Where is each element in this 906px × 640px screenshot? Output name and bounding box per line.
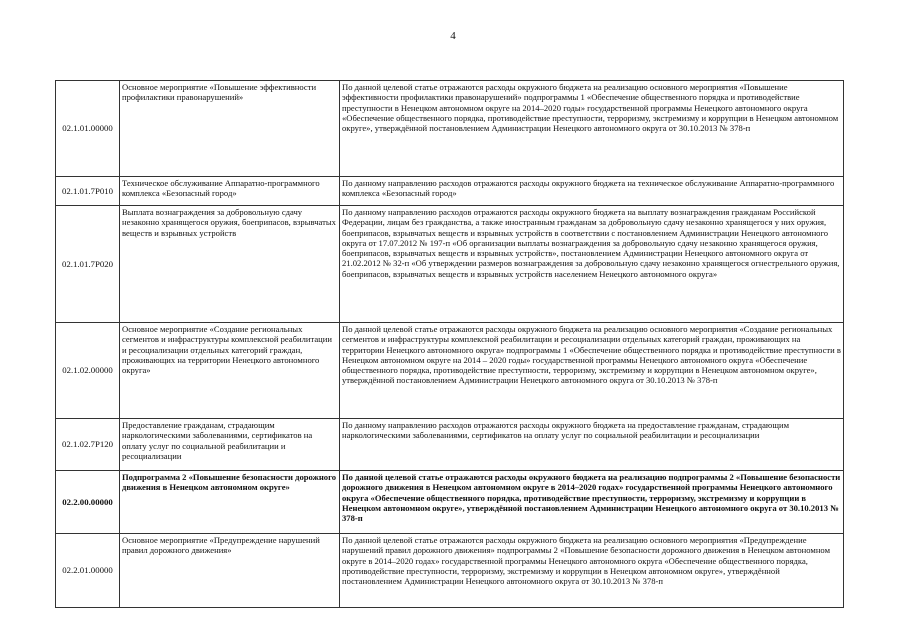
target-article-code: 02.1.02.7P120 <box>56 419 120 471</box>
target-article-description: По данной целевой статье отражаются расходы окружного бюджета на реализацию подпрограммы 2 «Повышение безопасности дорожного движения в Ненецком автономном округе в 2014–2020 годах» государственной программы Ненецкого автономного округа «Обеспечение общественного порядка, противодействие преступности, терроризму, экстремизму и коррупции в Ненецком автономном округе», утверждённой постановлением Администрации Ненецкого автономного округа от 30.10.2013 № 378-п <box>340 471 844 534</box>
table-row <box>56 419 844 471</box>
table-row <box>56 206 844 323</box>
target-article-name: Основное мероприятие «Предупреждение нарушений правил дорожного движения» <box>120 534 340 608</box>
target-article-description: По данному направлению расходов отражаются расходы окружного бюджета на предоставление гражданам, страдающим наркологическими заболеваниями, сертификатов на оплату услуг по социальной реабилитации и ресоциализации <box>340 419 844 471</box>
table-row <box>56 323 844 419</box>
target-article-code: 02.1.01.00000 <box>56 81 120 177</box>
budget-classification-table <box>55 80 844 608</box>
target-article-name: Выплата вознаграждения за добровольную сдачу незаконно хранящегося оружия, боеприпасов, взрывчатых веществ и взрывных устройств <box>120 206 340 323</box>
target-article-description: По данной целевой статье отражаются расходы окружного бюджета на реализацию основного мероприятия «Предупреждение нарушений правил дорожного движения» подпрограммы 2 «Повышение безопасности дорожного движения в Ненецком автономном округе в 2014–2020 годах» государственной программы Ненецкого автономного округа «Обеспечение общественного порядка, противодействие преступности, терроризму, экстремизму и коррупции в Ненецком автономном округе», утверждённой постановлением Администрации Ненецкого автономного округа от 30.10.2013 № 378-п <box>340 534 844 608</box>
table-row <box>56 81 844 177</box>
target-article-name: Подпрограмма 2 «Повышение безопасности дорожного движения в Ненецком автономном округе» <box>120 471 340 534</box>
target-article-description: По данной целевой статье отражаются расходы окружного бюджета на реализацию основного мероприятия «Повышение эффективности профилактики правонарушений» подпрограммы 1 «Обеспечение общественного порядка и противодействие преступности в Ненецком автономном округе на 2014–2020 годы» государственной программы Ненецкого автономного округа «Обеспечение общественного порядка, противодействие преступности, терроризму, экстремизму и коррупции в Ненецком автономном округе», утверждённой постановлением Администрации Ненецкого автономного округа от 30.10.2013 № 378-п <box>340 81 844 177</box>
target-article-code: 02.1.01.7P020 <box>56 206 120 323</box>
target-article-code: 02.1.01.7P010 <box>56 177 120 206</box>
target-article-description: По данному направлению расходов отражаются расходы окружного бюджета на техническое обслуживание Аппаратно-программного комплекса «Безопасный город» <box>340 177 844 206</box>
target-article-code: 02.2.00.00000 <box>56 471 120 534</box>
target-article-name: Техническое обслуживание Аппаратно-программного комплекса «Безопасный город» <box>120 177 340 206</box>
table-row <box>56 534 844 608</box>
target-article-name: Основное мероприятие «Создание региональных сегментов и инфраструктуры комплексной реабилитации и ресоциализации отдельных категорий граждан, проживающих на территории Ненецкого автономного округа» <box>120 323 340 419</box>
target-article-name: Предоставление гражданам, страдающим наркологическими заболеваниями, сертификатов на оплату услуг по социальной реабилитации и ресоциализации <box>120 419 340 471</box>
target-article-code: 02.1.02.00000 <box>56 323 120 419</box>
target-article-code: 02.2.01.00000 <box>56 534 120 608</box>
table-row <box>56 177 844 206</box>
target-article-description: По данной целевой статье отражаются расходы окружного бюджета на реализацию основного мероприятия «Создание региональных сегментов и инфраструктуры комплексной реабилитации и ресоциализации отдельных категорий граждан, проживающих на территории Ненецкого автономного округа» подпрограммы 1 «Обеспечение общественного порядка и противодействие преступности в Ненецком автономном округе на 2014 – 2020 годы» государственной программы Ненецкого автономного округа «Обеспечение общественного порядка, противодействие преступности, терроризму, экстремизму и коррупции в Ненецком автономном округе», утверждённой постановлением Администрации Ненецкого автономного округа от 30.10.2013 № 378-п <box>340 323 844 419</box>
target-article-description: По данному направлению расходов отражаются расходы окружного бюджета на выплату вознаграждения гражданам Российской Федерации, лицам без гражданства, а также иностранным гражданам за добровольную сдачу незаконно хранящегося у них оружия, боеприпасов, взрывчатых веществ и взрывных устройств в соответствии с постановлением Администрации Ненецкого автономного округа от 17.07.2012 № 197-п «Об организации выплаты вознаграждения за добровольную сдачу незаконно хранящегося оружия, боеприпасов, взрывчатых веществ и взрывных устройств», постановлением Администрации Ненецкого автономного округа от 21.02.2012 № 32-п «Об утверждении размеров вознаграждения за добровольную сдачу незаконно хранящегося огнестрельного оружия, боеприпасов, взрывчатых веществ и взрывных устройств населением Ненецкого автономного округа» <box>340 206 844 323</box>
target-article-name: Основное мероприятие «Повышение эффективности профилактики правонарушений» <box>120 81 340 177</box>
page-number: 4 <box>450 30 456 42</box>
table-row <box>56 471 844 534</box>
